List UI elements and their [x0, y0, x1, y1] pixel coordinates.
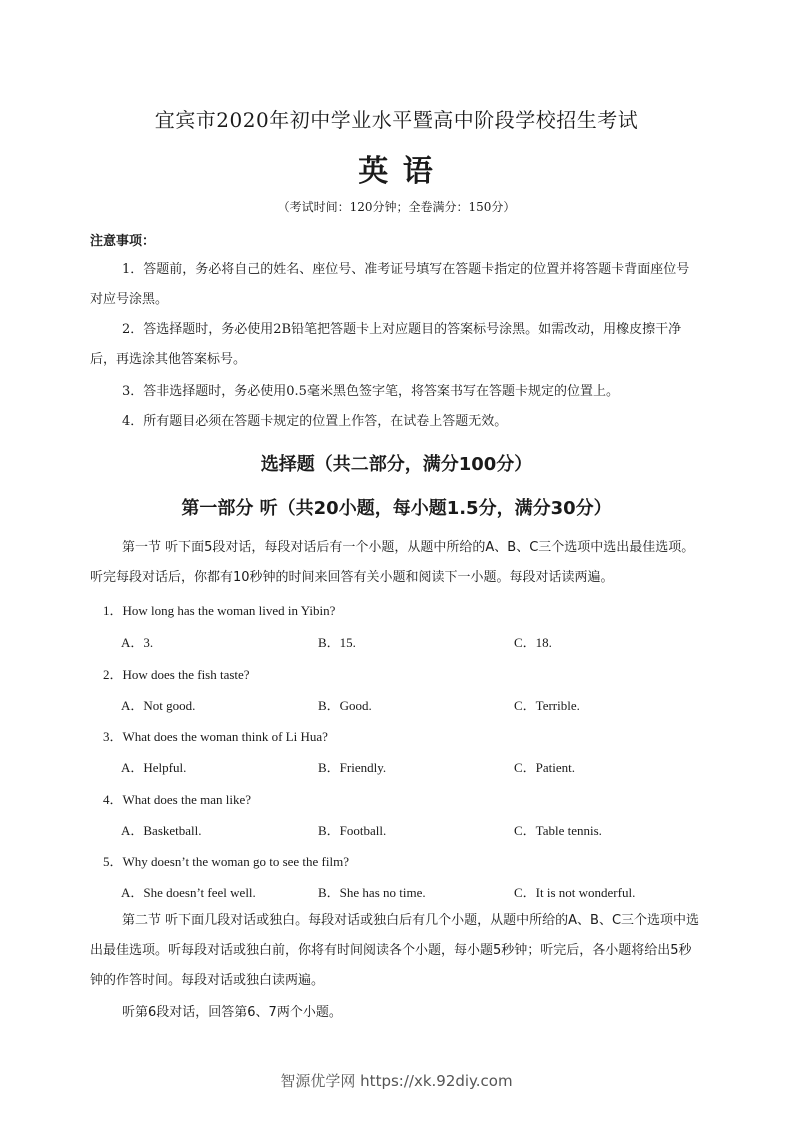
question-2: 2．How does the fish taste?: [103, 667, 250, 682]
option-a: A．Not good.: [121, 698, 196, 713]
option-b: B．She has no time.: [318, 885, 426, 900]
option-c: C．18.: [514, 635, 552, 650]
section1-intro: 第一节 听下面5段对话，每段对话后有一个小题，从题中所给的A、B、C三个选项中选出最佳选项。听完每段对话后，你都有10秒钟的时间来回答有关小题和阅读下一小题。每段对话读两遍。: [90, 540, 695, 585]
option-c: C．Patient.: [514, 760, 576, 775]
option-c: C．It is not wonderful.: [514, 885, 636, 900]
option-a: A．Basketball.: [121, 823, 202, 838]
notice-heading: 注意事项：: [90, 234, 156, 249]
exam-info: （考试时间：120分钟；全卷满分：150分）: [277, 200, 516, 214]
question-1: 1．How long has the woman lived in Yibin?: [103, 603, 336, 618]
question-3: 3．What does the woman think of Li Hua?: [103, 729, 328, 744]
notice-item-1: 1．答题前，务必将自己的姓名、座位号、准考证号填写在答题卡指定的位置并将答题卡背面座位号对应号涂黑。: [90, 262, 690, 307]
notice-item-3: 3．答非选择题时，务必使用0.5毫米黑色签字笔，将答案书写在答题卡规定的位置上。: [122, 384, 619, 399]
option-b: B．15.: [318, 635, 356, 650]
notice-item-2: 2．答选择题时，务必使用2B铅笔把答题卡上对应题目的答案标号涂黑。如需改动，用橡皮擦干净后，再选涂其他答案标号。: [90, 322, 682, 367]
notice-item-4: 4．所有题目必须在答题卡规定的位置上作答，在试卷上答题无效。: [122, 414, 508, 429]
footer-watermark: 智源优学网 https://xk.92diy.com: [280, 1072, 513, 1090]
section-choice-heading: 选择题（共二部分，满分100分）: [260, 454, 533, 475]
question-5: 5．Why doesn’t the woman go to see the film?: [103, 854, 349, 869]
question-4: 4．What does the man like?: [103, 792, 252, 807]
option-a: A．3.: [121, 635, 154, 650]
option-c: C．Terrible.: [514, 698, 580, 713]
exam-title: 宜宾市2020年初中学业水平暨高中阶段学校招生考试: [154, 108, 639, 132]
option-b: B．Friendly.: [318, 760, 387, 775]
section2-intro: 第二节 听下面几段对话或独白。每段对话或独白后有几个小题，从题中所给的A、B、C三个选项中选出最佳选项。听每段对话或独白前，你将有时间阅读各个小题，每小题5秒钟；听完后，各小题将给出5秒钟的作答时间。每段对话或独白读两遍。: [90, 913, 700, 988]
option-a: A．She doesn’t feel well.: [121, 885, 256, 900]
option-a: A．Helpful.: [121, 760, 187, 775]
dialogue-6-instruction: 听第6段对话，回答第6、7两个小题。: [122, 1005, 342, 1020]
subject-title: 英 语: [358, 154, 435, 189]
part1-heading: 第一部分 听（共20小题，每小题1.5分，满分30分）: [181, 498, 612, 519]
option-b: B．Football.: [318, 823, 387, 838]
option-b: B．Good.: [318, 698, 372, 713]
option-c: C．Table tennis.: [514, 823, 602, 838]
